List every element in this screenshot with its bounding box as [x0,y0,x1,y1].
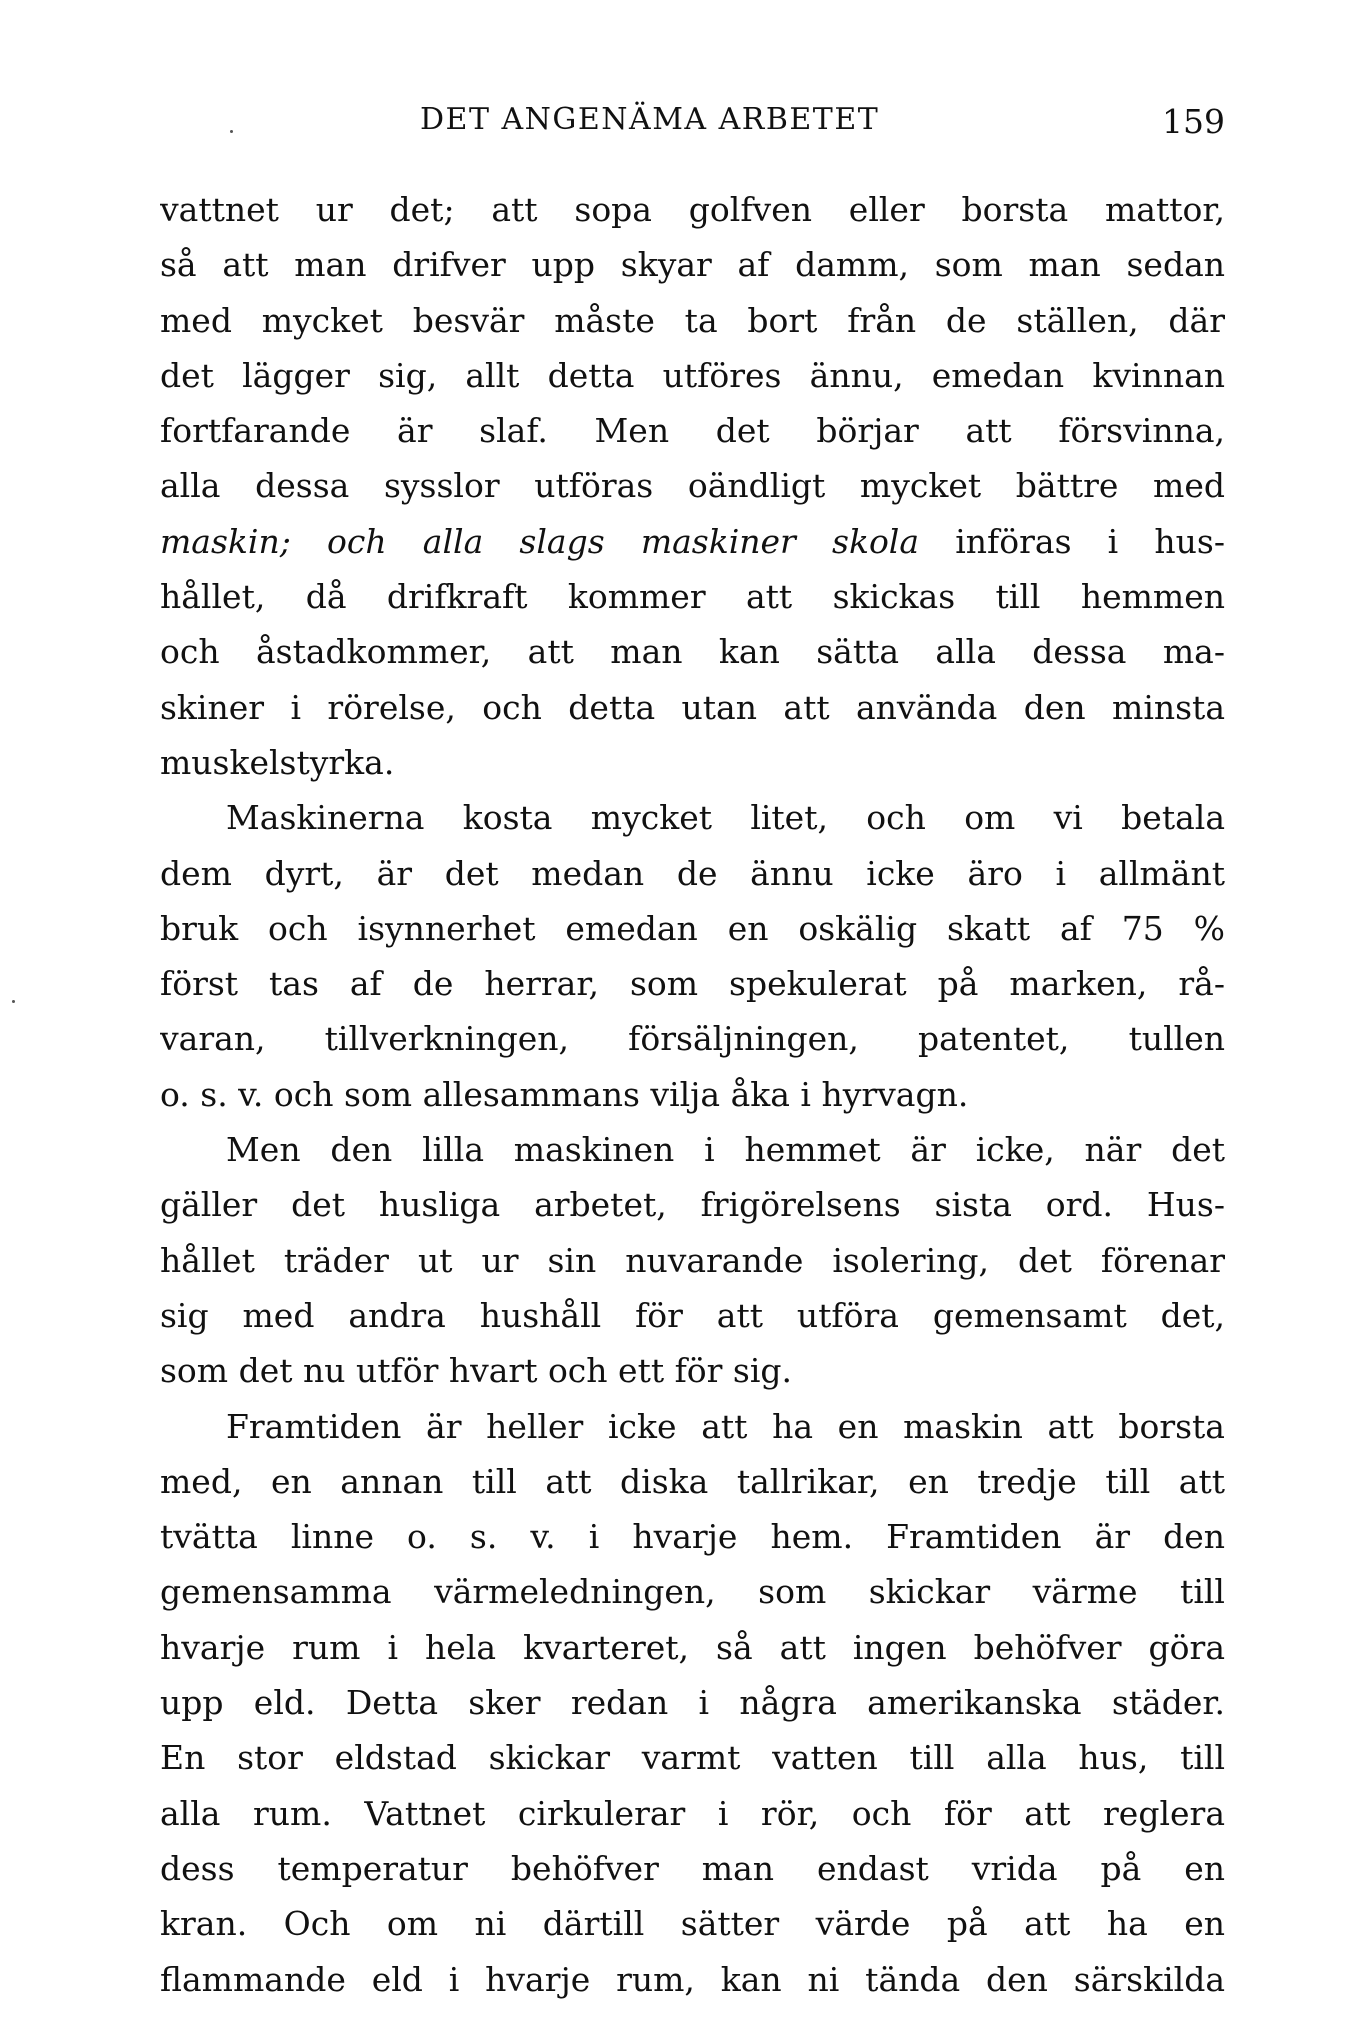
text-line: dem dyrt, är det medan de ännu icke äro i allmänt [160,853,1225,893]
text-line: fortfarande är slaf. Men det börjar att försvinna, [160,411,1225,451]
text-line: Maskinerna kosta mycket litet, och om vi betala [226,798,1225,838]
text-line: Men den lilla maskinen i hemmet är icke, när det [226,1130,1225,1170]
text-line: flammande eld i hvarje rum, kan ni tända den särskilda [160,1959,1225,1999]
text-line: o. s. v. och som allesammans vilja åka i hyrvagn. [160,1074,969,1114]
text-line: hvarje rum i hela kvarteret, så att ingen behöfver göra [160,1627,1225,1667]
text-line: tvätta linne o. s. v. i hvarje hem. Framtiden är den [160,1517,1225,1557]
text-line: upp eld. Detta sker redan i några amerikanska städer. [160,1683,1225,1723]
text-line: bruk och isynnerhet emedan en oskälig skatt af 75 % [160,908,1225,948]
text-line: skiner i rörelse, och detta utan att använda den minsta [160,687,1225,727]
text-line: vattnet ur det; att sopa golfven eller borsta mattor, [160,190,1225,229]
text-line: dess temperatur behöfver man endast vrida på en [160,1848,1225,1888]
text-line: med mycket besvär måste ta bort från de ställen, där [160,300,1225,340]
text-line: som det nu utför hvart och ett för sig. [160,1351,793,1391]
text-line: med, en annan till att diska tallrikar, en tredje till att [160,1461,1225,1501]
running-title: DET ANGENÄMA ARBETET [420,102,880,137]
text-line: hållet, då drifkraft kommer att skickas till hemmen [160,577,1225,617]
text-line: muskelstyrka. [160,742,395,782]
text-line: alla dessa sysslor utföras oändligt mycket bättre med [160,466,1225,506]
text-line: så att man drifver upp skyar af damm, som man sedan [160,245,1225,285]
text-line: hållet träder ut ur sin nuvarande isolering, det förenar [160,1240,1225,1280]
paper-speck [230,130,233,133]
text-line: först tas af de herrar, som spekulerat på marken, rå- [160,964,1225,1004]
text-line: gäller det husliga arbetet, frigörelsens sista ord. Hus- [160,1185,1225,1225]
text-line: kran. Och om ni därtill sätter värde på att ha en [160,1904,1225,1944]
text-line: och åstadkommer, att man kan sätta alla dessa ma- [160,632,1225,672]
text-line: sig med andra hushåll för att utföra gemensamt det, [160,1295,1225,1335]
page-header [160,102,1225,146]
body-text [160,182,1225,2007]
text-line: Framtiden är heller icke att ha en maskin att borsta [226,1406,1225,1446]
text-line: varan, tillverkningen, försäljningen, patentet, tullen [160,1019,1225,1059]
text-line: det lägger sig, allt detta utföres ännu, emedan kvinnan [160,355,1225,395]
text-line-mixed [160,514,1225,569]
roman-phrase: införas i hus- [919,521,1225,561]
text-line: alla rum. Vattnet cirkulerar i rör, och för att reglera [160,1793,1225,1833]
text-line: gemensamma värmeledningen, som skickar värme till [160,1572,1225,1612]
paper-speck [12,1000,15,1003]
page-number: 159 [1162,102,1225,141]
italic-phrase: maskin; och alla slags maskiner skola [160,521,920,561]
text-line: En stor eldstad skickar varmt vatten till alla hus, till [160,1738,1225,1778]
